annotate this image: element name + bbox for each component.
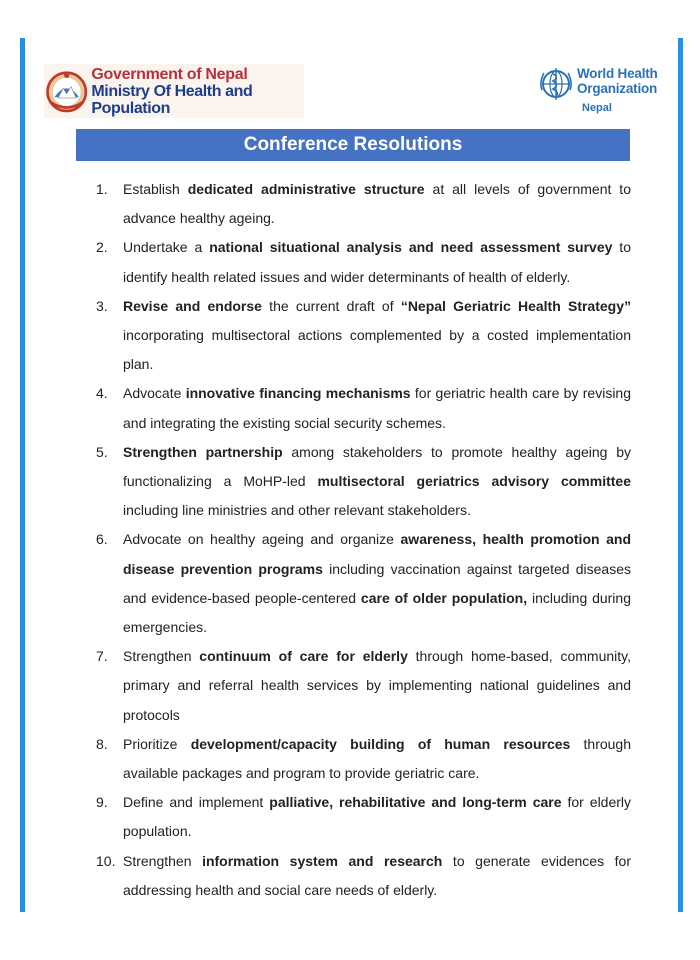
- resolution-item: [96, 379, 631, 437]
- resolution-line: [123, 788, 631, 817]
- resolution-line: [123, 701, 631, 730]
- left-border-bar: [20, 38, 25, 912]
- resolution-item: [96, 788, 631, 846]
- resolution-line: [123, 292, 631, 321]
- emphasis-text: national situational analysis and need assessment survey: [209, 239, 613, 256]
- resolution-number: 2.: [96, 239, 108, 256]
- emphasis-text: palliative, rehabilitative and long-term care: [269, 794, 562, 811]
- body-text: available packages and program to provide geriatric care.: [123, 765, 480, 782]
- resolution-number: 4.: [96, 385, 108, 402]
- body-text: Define and implement: [123, 794, 270, 811]
- emphasis-text: disease prevention programs: [123, 560, 323, 577]
- resolutions-list: [96, 175, 631, 905]
- resolution-line: [123, 467, 631, 496]
- body-text: primary and referral health services by implementing national guidelines and: [123, 677, 631, 694]
- emphasis-text: “Nepal Geriatric Health Strategy”: [400, 297, 632, 314]
- resolution-line: [123, 847, 631, 876]
- resolution-item: [96, 847, 631, 905]
- resolution-line: [123, 263, 631, 292]
- resolution-number: 10.: [96, 852, 116, 869]
- resolution-number: 9.: [96, 794, 108, 811]
- resolution-item: [96, 438, 631, 526]
- resolution-line: [123, 730, 631, 759]
- resolution-number: 5.: [96, 443, 108, 460]
- body-text: including vaccination against targeted diseases: [322, 560, 631, 577]
- body-text: to: [612, 239, 631, 256]
- resolution-line: [123, 379, 631, 408]
- emphasis-text: Revise and endorse: [123, 297, 262, 314]
- resolution-line: [123, 350, 631, 379]
- body-text: population.: [123, 823, 192, 840]
- resolution-line: [123, 671, 631, 700]
- body-text: incorporating multisectoral actions complemented by a costed implementation: [123, 327, 631, 344]
- resolution-item: [96, 525, 631, 642]
- resolution-line: [123, 555, 631, 584]
- nepal-emblem-icon: [44, 64, 89, 118]
- emphasis-text: dedicated administrative structure: [187, 181, 425, 197]
- body-text: at all levels of government to: [424, 181, 631, 197]
- who-logo: [536, 62, 666, 118]
- who-emblem-icon: [536, 64, 576, 104]
- resolution-line: [123, 759, 631, 788]
- resolution-line: [123, 175, 631, 204]
- resolution-item: [96, 233, 631, 291]
- resolution-line: [123, 525, 631, 554]
- body-text: Prioritize: [123, 735, 191, 752]
- body-text: through: [570, 735, 631, 752]
- emphasis-text: information system and research: [202, 852, 443, 869]
- emphasis-text: continuum of care for elderly: [199, 648, 408, 665]
- resolution-item: [96, 292, 631, 380]
- who-name-line1: World Health: [577, 66, 658, 81]
- resolution-line: [123, 496, 631, 525]
- resolution-line: [123, 642, 631, 671]
- resolution-line: [123, 233, 631, 262]
- body-text: including during: [527, 589, 631, 606]
- emphasis-text: care of older population,: [360, 589, 528, 606]
- resolution-line: [123, 204, 631, 233]
- body-text: and integrating the existing social security schemes.: [123, 414, 446, 431]
- ministry-name: Ministry Of Health and Population: [91, 82, 253, 117]
- body-text: among stakeholders to promote healthy ageing by: [282, 443, 631, 460]
- resolution-line: [123, 613, 631, 642]
- body-text: Undertake a: [123, 239, 210, 256]
- body-text: identify health related issues and wider determinants of health of elderly.: [123, 268, 571, 285]
- resolution-line: [123, 584, 631, 613]
- body-text: Advocate: [123, 385, 186, 402]
- resolution-number: 3.: [96, 297, 108, 314]
- who-country: Nepal: [582, 102, 612, 114]
- body-text: Strengthen: [123, 852, 203, 869]
- body-text: for elderly: [561, 794, 632, 811]
- right-border-bar: [678, 38, 683, 912]
- resolution-number: 1.: [96, 181, 108, 197]
- resolution-number: 6.: [96, 531, 108, 548]
- emphasis-text: awareness, health promotion and: [400, 531, 631, 548]
- resolution-line: [123, 409, 631, 438]
- body-text: to generate evidences for: [442, 852, 631, 869]
- body-text: Strengthen: [123, 648, 200, 665]
- body-text: functionalizing a MoHP-led: [123, 473, 318, 490]
- body-text: advance healthy ageing.: [123, 210, 275, 227]
- resolution-line: [123, 321, 631, 350]
- body-text: addressing health and social care needs of elderly.: [123, 881, 438, 898]
- who-name-line2: Organization: [577, 81, 658, 96]
- resolution-item: [96, 642, 631, 730]
- body-text: through home-based, community,: [407, 648, 631, 665]
- emphasis-text: Strengthen partnership: [123, 443, 283, 460]
- resolution-item: [96, 730, 631, 788]
- resolution-line: [123, 876, 631, 905]
- body-text: emergencies.: [123, 619, 208, 636]
- resolution-number: 8.: [96, 735, 108, 752]
- body-text: Establish: [123, 181, 188, 197]
- emphasis-text: development/capacity building of human resources: [190, 735, 571, 752]
- body-text: protocols: [123, 706, 180, 723]
- emphasis-text: innovative financing mechanisms: [185, 385, 411, 402]
- body-text: and evidence-based people-centered: [123, 589, 361, 606]
- body-text: Advocate on healthy ageing and organize: [123, 531, 401, 548]
- government-name: Government of Nepal: [91, 65, 248, 83]
- resolution-number: 7.: [96, 648, 108, 665]
- resolution-item: [96, 175, 631, 233]
- body-text: the current draft of: [261, 297, 401, 314]
- body-text: including line ministries and other relevant stakeholders.: [123, 502, 471, 519]
- moh-logo: [44, 64, 304, 118]
- emphasis-text: multisectoral geriatrics advisory committee: [317, 473, 631, 490]
- body-text: plan.: [123, 356, 154, 373]
- resolution-line: [123, 438, 631, 467]
- body-text: for geriatric health care by revising: [410, 385, 631, 402]
- page-title: Conference Resolutions: [76, 129, 630, 161]
- resolution-line: [123, 817, 631, 846]
